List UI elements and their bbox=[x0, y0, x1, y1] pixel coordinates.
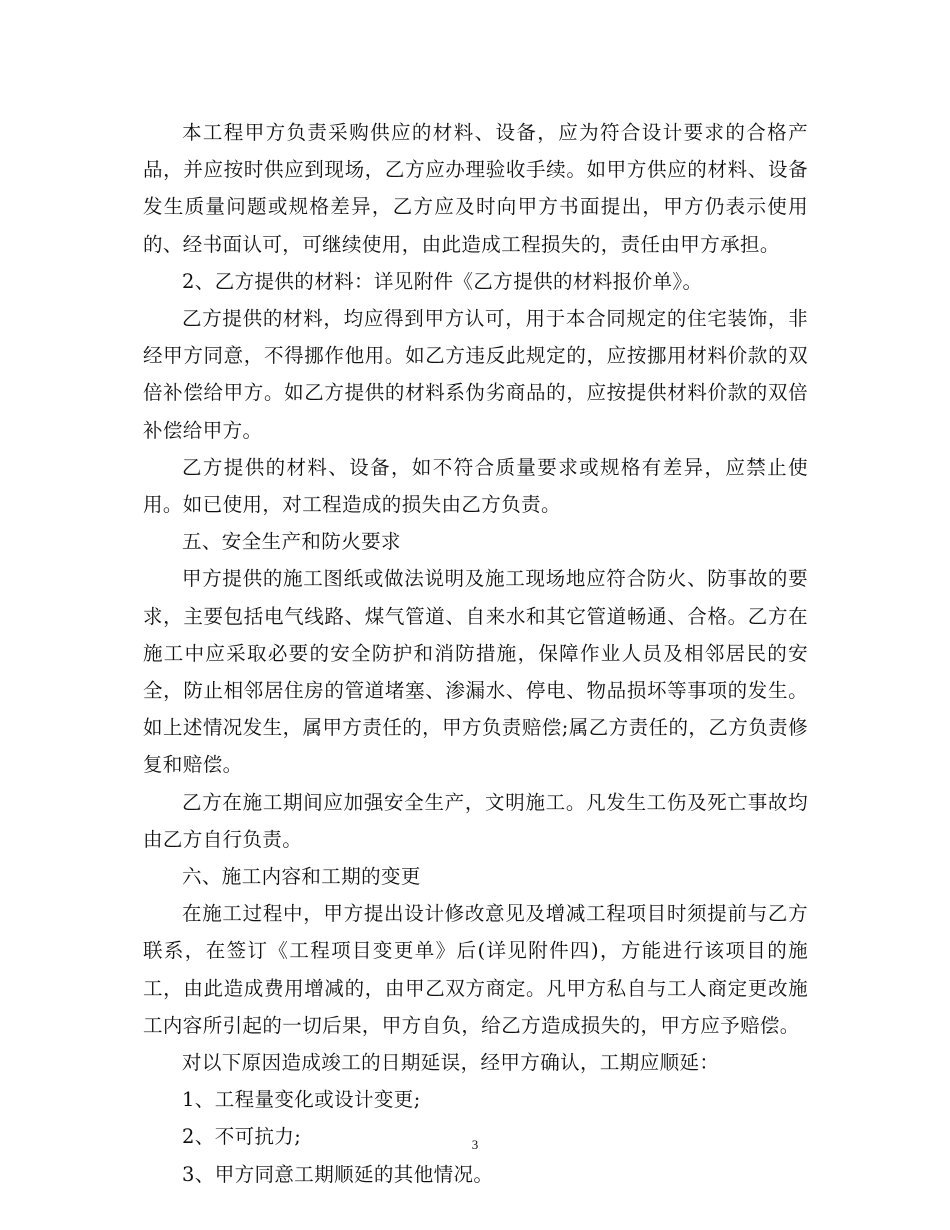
paragraph-material-supply-party-a: 本工程甲方负责采购供应的材料、设备，应为符合设计要求的合格产品，并应按时供应到现场，乙方应办理验收手续。如甲方供应的材料、设备发生质量问题或规格差异，乙方应及时向甲方书面提出，甲方仍表示使用的、经书面认可，可继续使用，由此造成工程损失的，责任由甲方承担。 bbox=[143, 121, 808, 256]
list-item-delay-2: 2、不可抗力; bbox=[182, 1125, 302, 1149]
paragraph-design-changes: 在施工过程中，甲方提出设计修改意见及增减工程项目时须提前与乙方联系，在签订《工程项目变更单》后(详见附件四)，方能进行该项目的施工，由此造成费用增减的，由甲乙双方商定。凡甲方私自与工人商定更改施工内容所引起的一切后果，甲方自负，给乙方造成损失的，甲方应予赔偿。 bbox=[143, 902, 808, 1037]
list-item-delay-1: 1、工程量变化或设计变更; bbox=[182, 1088, 421, 1112]
paragraph-party-b-materials-quality: 乙方提供的材料、设备，如不符合质量要求或规格有差异，应禁止使用。如已使用，对工程造成的损失由乙方负责。 bbox=[143, 455, 808, 517]
list-item-delay-3: 3、甲方同意工期顺延的其他情况。 bbox=[182, 1162, 494, 1186]
page-number: 3 bbox=[471, 1137, 479, 1152]
section-heading-safety: 五、安全生产和防火要求 bbox=[182, 530, 401, 554]
paragraph-party-b-materials-approval: 乙方提供的材料，均应得到甲方认可，用于本合同规定的住宅装饰，非经甲方同意，不得挪作他用。如乙方违反此规定的，应按挪用材料价款的双倍补偿给甲方。如乙方提供的材料系伪劣商品的，应按提供材料价款的双倍补偿给甲方。 bbox=[143, 307, 808, 442]
paragraph-safety-accidents: 乙方在施工期间应加强安全生产，文明施工。凡发生工伤及死亡事故均由乙方自行负责。 bbox=[143, 790, 808, 851]
paragraph-material-supply-party-b: 2、乙方提供的材料：详见附件《乙方提供的材料报价单》。 bbox=[182, 269, 703, 293]
paragraph-safety-requirements: 甲方提供的施工图纸或做法说明及施工现场地应符合防火、防事故的要求，主要包括电气线路、煤气管道、自来水和其它管道畅通、合格。乙方在施工中应采取必要的安全防护和消防措施，保障作业人员及相邻居民的安全，防止相邻居住房的管道堵塞、渗漏水、停电、物品损坏等事项的发生。如上述情况发生，属甲方责任的，甲方负责赔偿;属乙方责任的，乙方负责修复和赔偿。 bbox=[143, 567, 808, 777]
paragraph-delay-causes: 对以下原因造成竣工的日期延误，经甲方确认，工期应顺延： bbox=[182, 1051, 720, 1075]
document-body bbox=[143, 114, 808, 1193]
section-heading-changes: 六、施工内容和工期的变更 bbox=[182, 865, 421, 889]
